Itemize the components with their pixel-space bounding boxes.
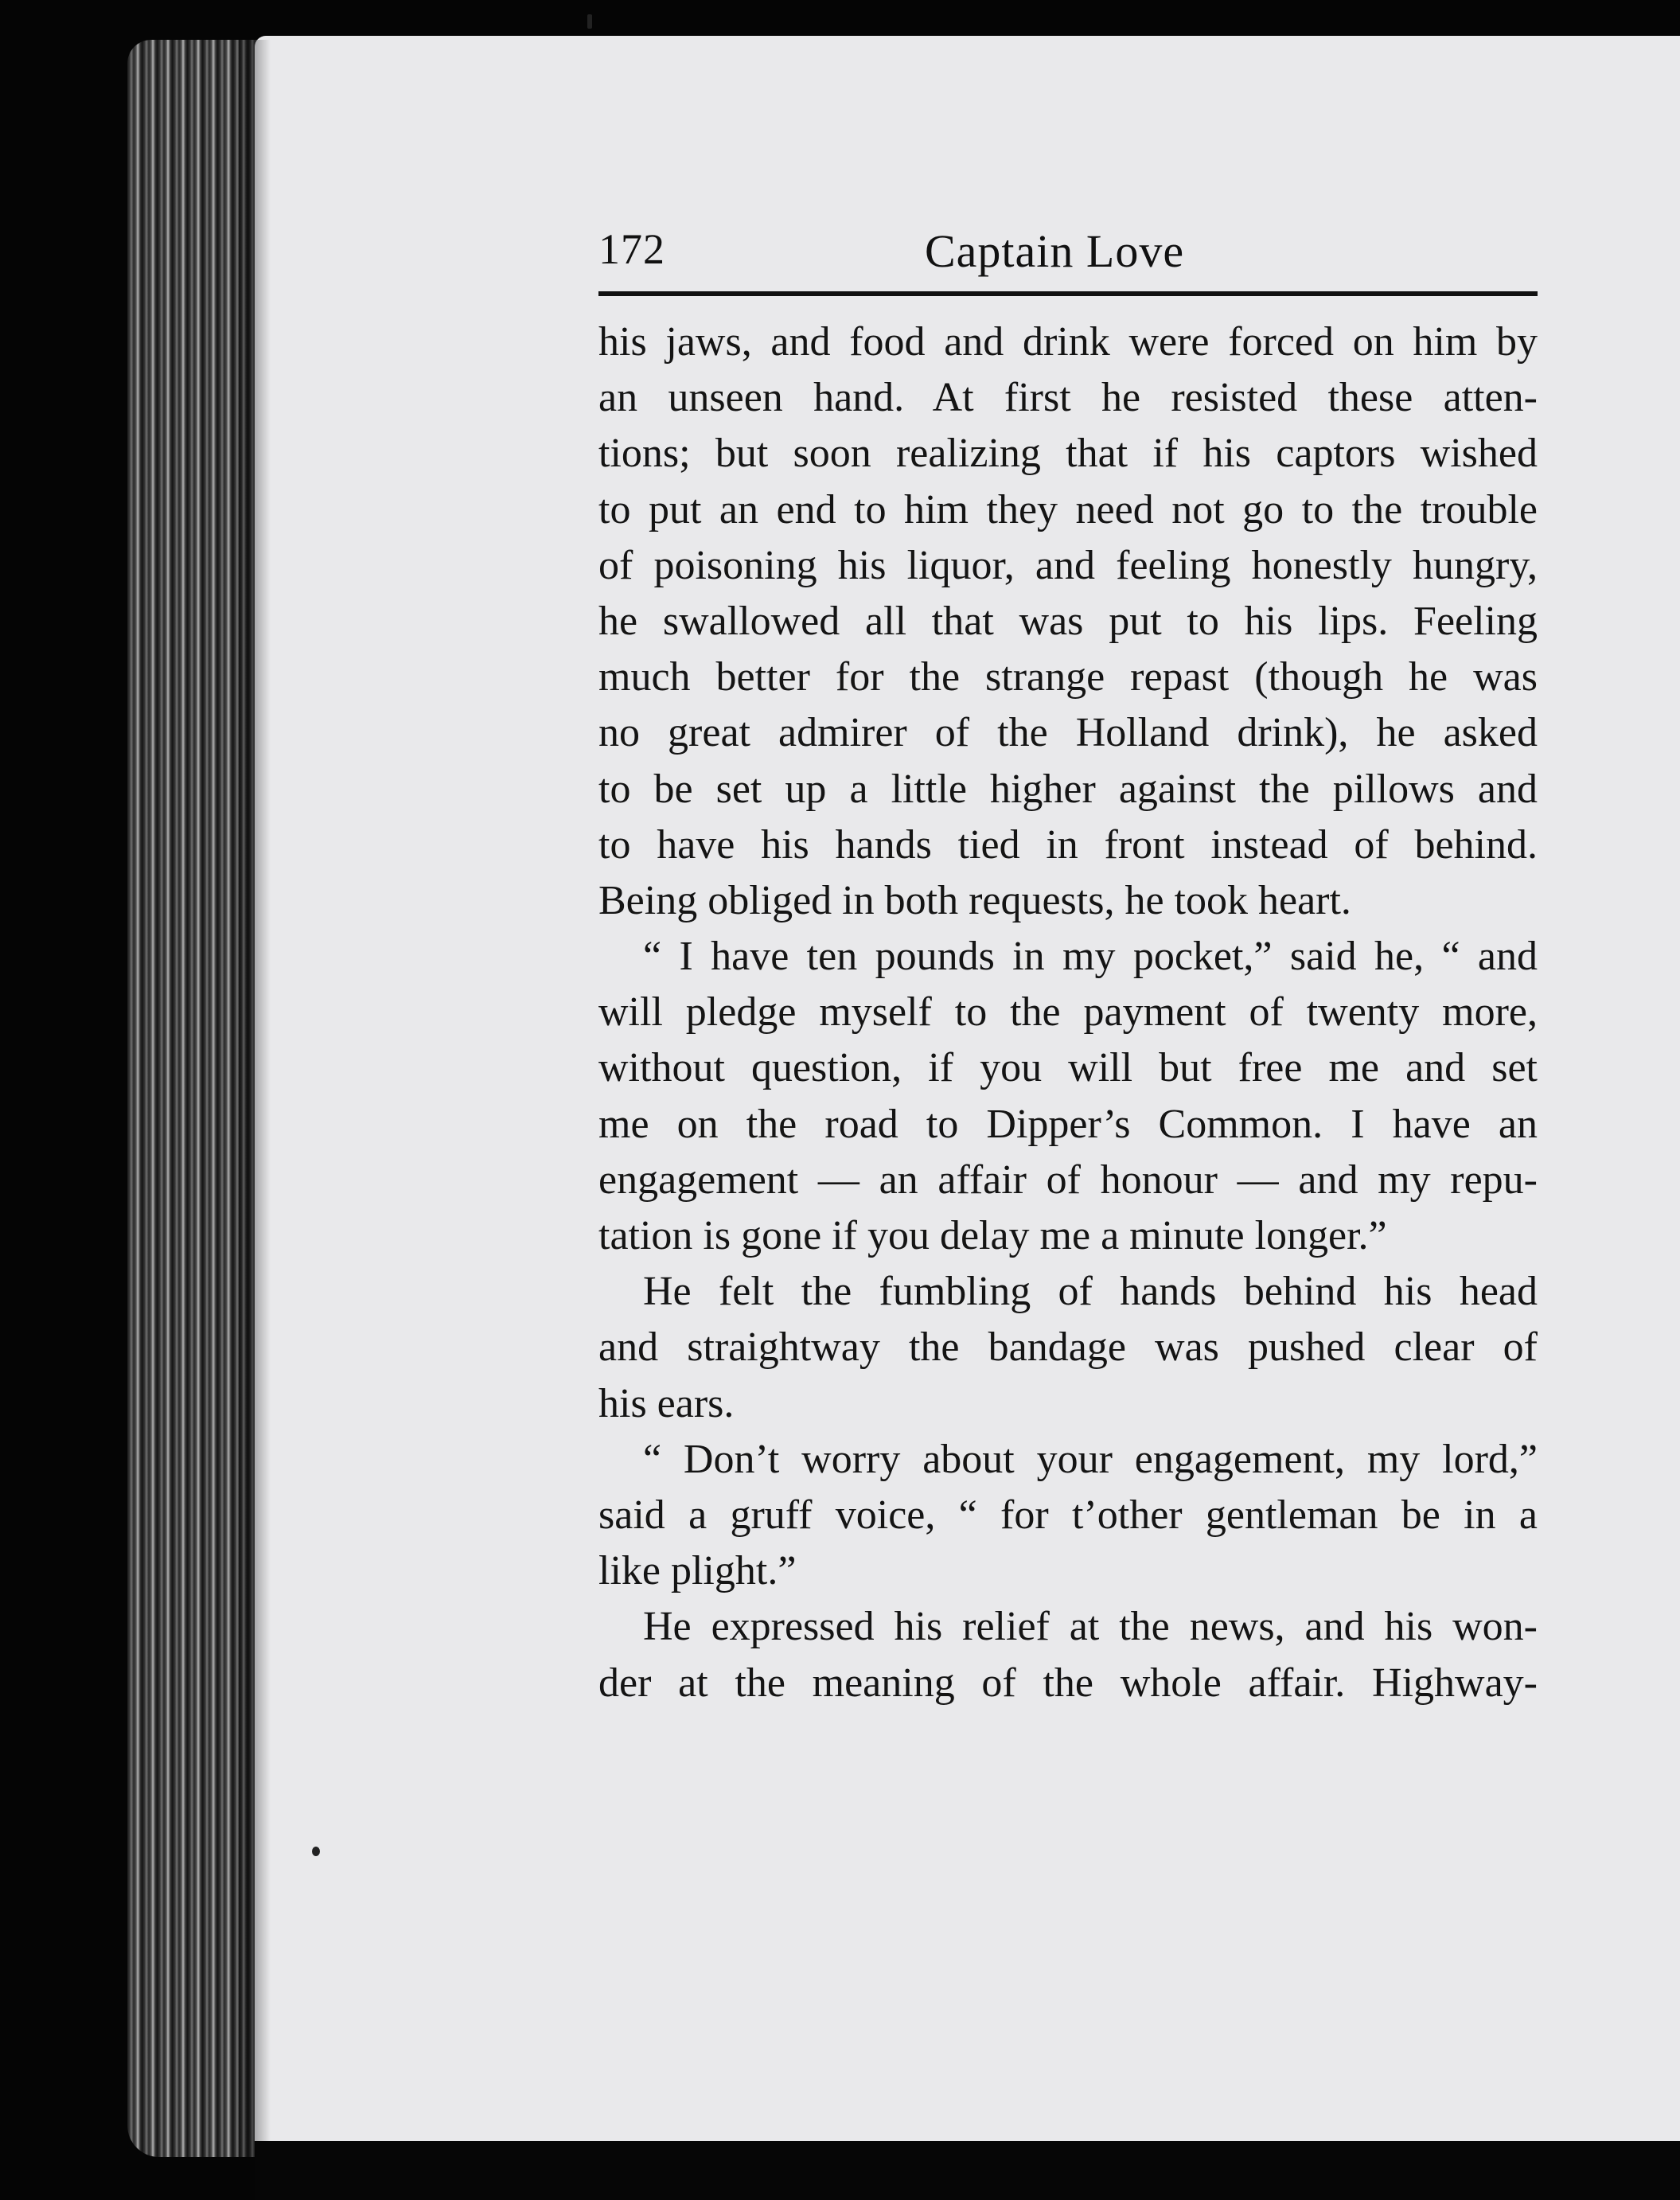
text-line: me on the road to Dipper’s Common. I have an xyxy=(598,1101,1538,1147)
text-line: his jaws, and food and drink were forced on him by xyxy=(598,319,1538,365)
text-line: an unseen hand. At first he resisted these atten- xyxy=(598,375,1538,421)
text-line: “ Don’t worry about your engagement, my lord,” xyxy=(643,1436,1538,1482)
text-line: to put an end to him they need not go to the trouble xyxy=(598,486,1538,532)
gutter-shadow xyxy=(239,40,271,2157)
running-head-title: Captain Love xyxy=(925,225,1185,277)
dust-speck xyxy=(587,14,592,29)
text-line: he swallowed all that was put to his lips. Feeling xyxy=(598,598,1538,644)
text-line: much better for the strange repast (though he was xyxy=(598,654,1538,700)
text-line: tation is gone if you delay me a minute longer.” xyxy=(598,1213,1387,1258)
text-line: engagement — an affair of honour — and my repu- xyxy=(598,1157,1538,1203)
text-line: tions; but soon realizing that if his captors wished xyxy=(598,431,1538,477)
text-line: without question, if you will but free me and set xyxy=(598,1045,1538,1091)
text-line: Being obliged in both requests, he took heart. xyxy=(598,877,1351,923)
page-header xyxy=(598,224,1536,280)
text-line: said a gruff voice, “ for t’other gentleman be in a xyxy=(598,1492,1538,1538)
text-line: to have his hands tied in front instead of behind. xyxy=(598,821,1538,868)
text-line: like plight.” xyxy=(598,1548,797,1594)
text-line: and straightway the bandage was pushed clear of xyxy=(598,1324,1538,1371)
text-line: “ I have ten pounds in my pocket,” said he, “ and xyxy=(643,934,1538,980)
text-line: to be set up a little higher against the pillows and xyxy=(598,766,1538,812)
page-number: 172 xyxy=(598,225,665,273)
body-text xyxy=(598,314,1538,1711)
bottom-shadow xyxy=(255,2141,1680,2200)
text-line: He expressed his relief at the news, and his won- xyxy=(643,1604,1538,1650)
text-line: He felt the fumbling of hands behind his head xyxy=(643,1269,1538,1315)
text-line: of poisoning his liquor, and feeling honestly hungry, xyxy=(598,542,1538,588)
text-line: his ears. xyxy=(598,1380,735,1426)
dust-speck xyxy=(312,1847,320,1856)
text-line: no great admirer of the Holland drink), he asked xyxy=(598,710,1538,756)
text-line: will pledge myself to the payment of twenty more, xyxy=(598,989,1538,1036)
text-line: der at the meaning of the whole affair. Highway- xyxy=(598,1660,1538,1706)
header-rule xyxy=(598,291,1538,296)
